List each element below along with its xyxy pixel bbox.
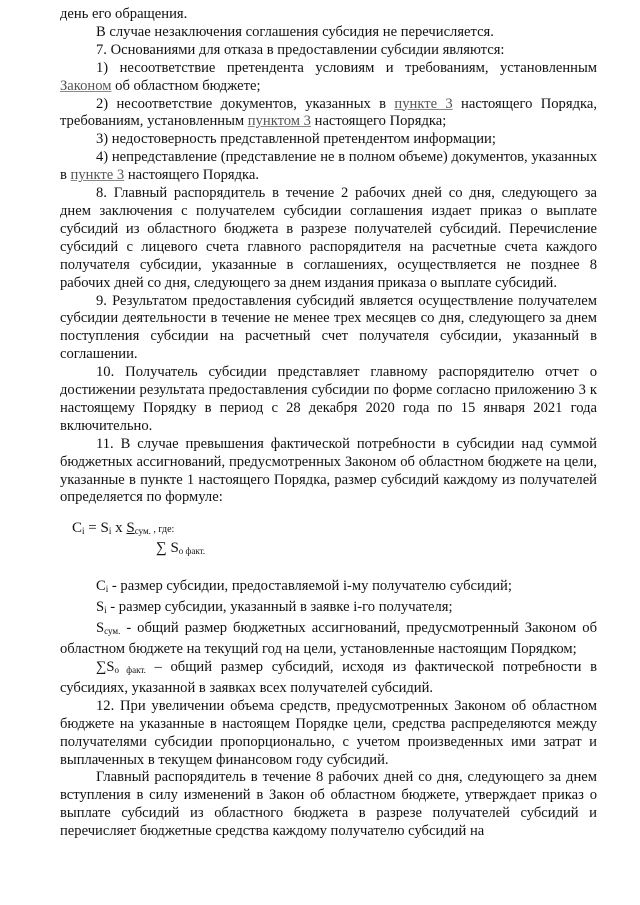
definition-si: $S_i$ - размер субсидии, указанный в заявке i-го получателя;: [96, 599, 453, 616]
section-7-item-1: 1) несоответствие претендента условиям и требованиям, установленным Законом об областном бюджете;: [60, 59, 597, 94]
formula-numerator-line: $C_i = S_i$ x $S_{сум.}$ , где:: [72, 520, 175, 537]
section-9: 9. Результатом предоставления субсидий является осуществление получателем субсидии деятельности в течение не менее трех месяцев со дня, следующего за днем поступления субсидии на расчетный счет получателя субсидии, указанный в соглашении.: [60, 292, 597, 363]
definition-s-sum: $S_{сум.}$ - общий размер бюджетных ассигнований, предусмотренный Законом об областном бюджете на текущий год на цели, установленные настоящим Порядком;: [60, 620, 597, 658]
clause-3-link-3[interactable]: пункте 3: [70, 167, 125, 184]
section-10: 10. Получатель субсидии представляет главному распорядителю отчет о достижении результата предоставления субсидии по форме согласно приложению 3 к настоящему Порядку в период с 28 декабря 2020 года по 15 января 2021 года включительно.: [60, 364, 597, 434]
spacer: [60, 562, 597, 578]
clause-3-link[interactable]: пункте 3: [394, 95, 453, 112]
clause-3-link-2[interactable]: пунктом 3: [247, 113, 311, 130]
subsidy-formula: [60, 507, 597, 562]
section-12: 12. При увеличении объема средств, предусмотренных Законом об областном бюджете на указанные в настоящем Порядке цели, средства распределяются между получателями субсидии пропорционально, с учетом произведенных ими затрат и выплаченных в текущем финансовом году субсидий.: [60, 697, 597, 768]
section-7-item-4: 4) непредставление (представление не в полном объеме) документов, указанных в пункте 3 настоящего Порядка.: [60, 149, 597, 184]
section-7-title: 7. Основаниями для отказа в предоставлении субсидии являются:: [96, 41, 505, 58]
paragraph-final: Главный распорядитель в течение 8 рабочих дней со дня, следующего за днем вступления в силу изменений в Закон об областном бюджете, утверждает приказ о выплате субсидий из областного бюджета в разрезе получателей субсидий и перечисляет бюджетные средства каждому получателю субсидий на: [60, 769, 597, 840]
definition-sum-s-fact: $\sum S_{о факт.}$ – общий размер субсидий, исходя из фактической потребности в субсидиях, указанной в заявках всех получателей субсидий.: [60, 659, 597, 696]
section-8: 8. Главный распорядитель в течение 2 рабочих дней со дня, следующего за днем заключения с получателем субсидии соглашения издает приказ о выплате субсидий из областного бюджета в разрезе получателей субсидий. Перечисление субсидий с лицевого счета главного распорядителя на расчетные счета каждого получателя субсидии, указанные в соглашениях, осуществляется не позднее 8 рабочих дней со дня, следующего за днем издания приказа о выплате субсидий.: [60, 185, 597, 291]
paragraph-no-agreement: В случае незаключения соглашения субсидия не перечисляется.: [96, 23, 494, 40]
section-7-item-3: 3) недостоверность представленной претендентом информации;: [96, 131, 496, 148]
definition-ci: $C_i$ - размер субсидии, предоставляемой i-му получателю субсидий;: [96, 578, 512, 595]
law-link[interactable]: Законом: [60, 77, 112, 94]
section-11: 11. В случае превышения фактической потребности в субсидии над суммой бюджетных ассигнований, предусмотренных Законом об областном бюджете на цели, указанные в пункте 1 настоящего Порядка, размер субсидий каждому из получателей определяется по формуле:: [60, 435, 597, 506]
document-page: [60, 6, 597, 841]
section-7-item-2: 2) несоответствие документов, указанных в пункте 3 настоящего Порядка, требованиям, установленным пунктом 3 настоящего Порядка;: [60, 95, 597, 130]
paragraph-intro-end: день его обращения.: [60, 6, 188, 22]
formula-denominator-line: ∑ $S_{о факт.}$: [156, 540, 206, 557]
